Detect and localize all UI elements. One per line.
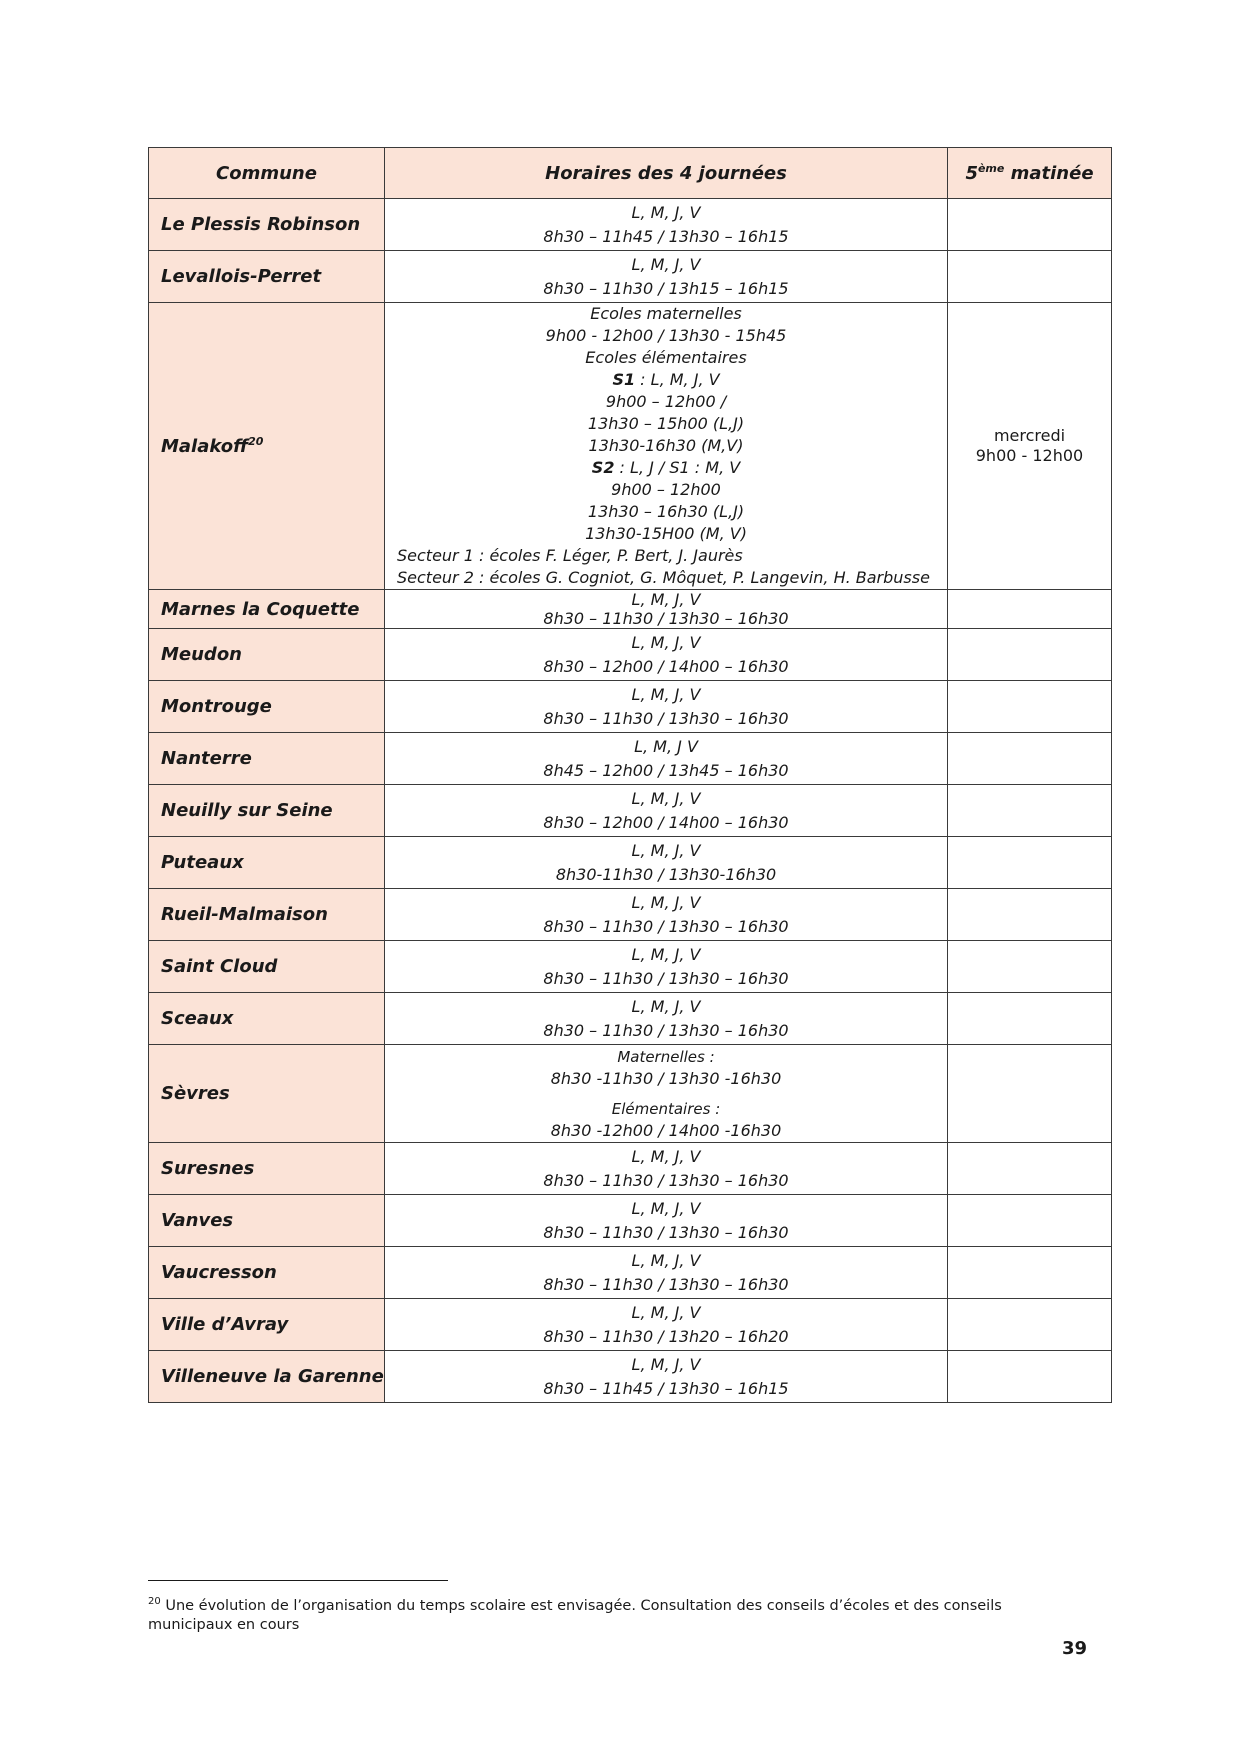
table-row [149, 1351, 1112, 1403]
days-text: L, M, J, V [631, 944, 701, 964]
fifth-day: mercredi [993, 426, 1066, 445]
s1-hours-2: 13h30 – 15h00 (L,J) [587, 414, 745, 433]
days-text: L, M, J, V [631, 840, 701, 860]
commune-name: Suresnes [149, 1143, 385, 1195]
fifth-morning-cell [948, 837, 1112, 889]
fifth-morning-cell [948, 1247, 1112, 1299]
table-row [149, 590, 1112, 629]
secteur-2: Secteur 2 : écoles G. Cogniot, G. Môquet, P. Langevin, H. Barbusse [397, 568, 930, 587]
header-fifth-morning [948, 148, 1112, 199]
table-row [149, 785, 1112, 837]
fifth-morning-cell [948, 629, 1112, 681]
table-row [149, 251, 1112, 303]
fifth-morning-cell [948, 1299, 1112, 1351]
hours-cell [385, 785, 948, 837]
commune-name: Neuilly sur Seine [149, 785, 385, 837]
commune-name: Montrouge [149, 681, 385, 733]
header-fifth-suffix: matinée [1004, 163, 1094, 184]
s2-hours-3: 13h30-15H00 (M, V) [585, 524, 747, 543]
hours-cell [385, 1195, 948, 1247]
commune-name: Sceaux [149, 993, 385, 1045]
hours-cell [385, 941, 948, 993]
header-commune: Commune [149, 148, 385, 199]
table-row [149, 1247, 1112, 1299]
hours-cell [385, 837, 948, 889]
fifth-morning-cell [948, 941, 1112, 993]
hours-cell [385, 199, 948, 251]
days-text: L, M, J, V [631, 254, 701, 274]
footnote-text: Une évolution de l’organisation du temps scolaire est envisagée. Consultation des conseils d’écoles et des conseils municipaux en cours [148, 1597, 1002, 1633]
hours-cell [385, 1045, 948, 1143]
hours-cell [385, 681, 948, 733]
hours-text: 8h30 – 11h45 / 13h30 – 16h15 [543, 1378, 789, 1398]
days-text: L, M, J, V [631, 1354, 701, 1374]
days-text: L, M, J, V [631, 684, 701, 704]
footnote-number: 20 [148, 1596, 161, 1607]
fifth-morning-cell [948, 1195, 1112, 1247]
hours-cell [385, 1299, 948, 1351]
fifth-morning-cell [948, 733, 1112, 785]
elementaires-label: Ecoles élémentaires [585, 348, 747, 367]
fifth-morning-cell [948, 251, 1112, 303]
commune-name: Vaucresson [149, 1247, 385, 1299]
table-row [149, 681, 1112, 733]
hours-cell [385, 303, 948, 590]
hours-cell [385, 1247, 948, 1299]
fifth-morning-cell [948, 889, 1112, 941]
s2-hours-1: 9h00 – 12h00 [611, 480, 721, 499]
hours-text: 8h30 – 11h45 / 13h30 – 16h15 [543, 226, 789, 246]
days-text: L, M, J V [634, 736, 698, 756]
maternelles-label: Maternelles : [617, 1047, 715, 1066]
hours-cell [385, 590, 948, 629]
footnote-ref: 20 [248, 435, 264, 448]
secteur-1: Secteur 1 : écoles F. Léger, P. Bert, J. Jaurès [397, 546, 743, 565]
table-row-malakoff [149, 303, 1112, 590]
table-row [149, 837, 1112, 889]
table-row-sevres [149, 1045, 1112, 1143]
commune-name: Ville d’Avray [149, 1299, 385, 1351]
s2-label: S2 [591, 458, 615, 477]
fifth-hours: 9h00 - 12h00 [975, 446, 1084, 465]
commune-name: Villeneuve la Garenne [149, 1351, 385, 1403]
page-number: 39 [1062, 1638, 1088, 1659]
hours-cell [385, 993, 948, 1045]
fifth-morning-cell [948, 1351, 1112, 1403]
footnote-divider [148, 1580, 448, 1581]
days-text: L, M, J, V [631, 1146, 701, 1166]
table-row [149, 629, 1112, 681]
table-row [149, 733, 1112, 785]
hours-text: 8h30 – 11h30 / 13h20 – 16h20 [543, 1326, 789, 1346]
schedule-table [148, 147, 1112, 1403]
fifth-morning-cell [948, 993, 1112, 1045]
s2-hours-2: 13h30 – 16h30 (L,J) [587, 502, 745, 521]
table-row [149, 889, 1112, 941]
days-text: L, M, J, V [631, 632, 701, 652]
hours-text: 8h45 – 12h00 / 13h45 – 16h30 [543, 760, 789, 780]
maternelles-hours: 8h30 -11h30 / 13h30 -16h30 [550, 1068, 782, 1088]
hours-text: 8h30 – 11h30 / 13h30 – 16h30 [543, 1274, 789, 1294]
s1-days-text: : L, M, J, V [635, 370, 720, 389]
s1-hours-1: 9h00 – 12h00 / [605, 392, 727, 411]
fifth-morning-cell [948, 199, 1112, 251]
fifth-morning-cell [948, 1143, 1112, 1195]
commune-name [149, 303, 385, 590]
commune-label: Malakoff [161, 436, 249, 457]
header-horaires: Horaires des 4 journées [385, 148, 948, 199]
hours-text: 8h30 – 11h30 / 13h30 – 16h30 [543, 1170, 789, 1190]
fifth-morning-cell [948, 303, 1112, 590]
fifth-morning-cell [948, 590, 1112, 629]
s2-days-text: : L, J / S1 : M, V [614, 458, 741, 477]
s1-hours-3: 13h30-16h30 (M,V) [588, 436, 744, 455]
hours-text: 8h30 – 12h00 / 14h00 – 16h30 [543, 656, 789, 676]
s1-days [385, 369, 947, 391]
table-row [149, 993, 1112, 1045]
days-text: L, M, J, V [631, 1250, 701, 1270]
table-row [149, 1299, 1112, 1351]
header-fifth-prefix: 5 [965, 163, 978, 184]
days-text: L, M, J, V [631, 892, 701, 912]
header-fifth-sup: ème [977, 162, 1005, 175]
hours-cell [385, 1143, 948, 1195]
maternelles-hours: 9h00 - 12h00 / 13h30 - 15h45 [545, 326, 787, 345]
hours-text: 8h30 – 12h00 / 14h00 – 16h30 [543, 812, 789, 832]
elementaires-hours: 8h30 -12h00 / 14h00 -16h30 [550, 1120, 782, 1140]
table-header-row [149, 148, 1112, 199]
commune-name: Levallois-Perret [149, 251, 385, 303]
hours-text: 8h30-11h30 / 13h30-16h30 [555, 864, 777, 884]
hours-text: 8h30 – 11h30 / 13h30 – 16h30 [543, 968, 789, 988]
fifth-morning-cell [948, 1045, 1112, 1143]
table-row [149, 1195, 1112, 1247]
fifth-morning-cell [948, 785, 1112, 837]
hours-text: 8h30 – 11h30 / 13h30 – 16h30 [543, 1020, 789, 1040]
commune-name: Vanves [149, 1195, 385, 1247]
commune-name: Marnes la Coquette [149, 590, 385, 629]
schedule-table-container [148, 147, 1111, 1403]
hours-text: 8h30 – 11h30 / 13h15 – 16h15 [543, 278, 789, 298]
table-row [149, 199, 1112, 251]
hours-cell [385, 889, 948, 941]
hours-text: 8h30 – 11h30 / 13h30 – 16h30 [543, 708, 789, 728]
hours-text: 8h30 – 11h30 / 13h30 – 16h30 [543, 916, 789, 936]
s1-label: S1 [612, 370, 636, 389]
table-row [149, 1143, 1112, 1195]
days-text: L, M, J, V [631, 202, 701, 222]
hours-text: 8h30 – 11h30 / 13h30 – 16h30 [543, 1222, 789, 1242]
elementaires-label: Elémentaires : [611, 1099, 721, 1118]
commune-name: Sèvres [149, 1045, 385, 1143]
hours-cell [385, 629, 948, 681]
s2-days [385, 457, 947, 479]
commune-name: Saint Cloud [149, 941, 385, 993]
days-text: L, M, J, V [631, 1198, 701, 1218]
commune-name: Meudon [149, 629, 385, 681]
commune-name: Le Plessis Robinson [149, 199, 385, 251]
table-row [149, 941, 1112, 993]
maternelles-label: Ecoles maternelles [590, 304, 742, 323]
spacer [385, 1090, 947, 1098]
fifth-morning-cell [948, 681, 1112, 733]
commune-name: Nanterre [149, 733, 385, 785]
days-text: L, M, J, V [631, 996, 701, 1016]
days-text: L, M, J, V [631, 1302, 701, 1322]
hours-cell [385, 251, 948, 303]
hours-cell [385, 733, 948, 785]
days-text: L, M, J, V [631, 788, 701, 808]
commune-name: Rueil-Malmaison [149, 889, 385, 941]
footnote [148, 1592, 1088, 1635]
days-text: L, M, J, V [631, 590, 701, 609]
hours-text: 8h30 – 11h30 / 13h30 – 16h30 [543, 609, 789, 628]
commune-name: Puteaux [149, 837, 385, 889]
hours-cell [385, 1351, 948, 1403]
